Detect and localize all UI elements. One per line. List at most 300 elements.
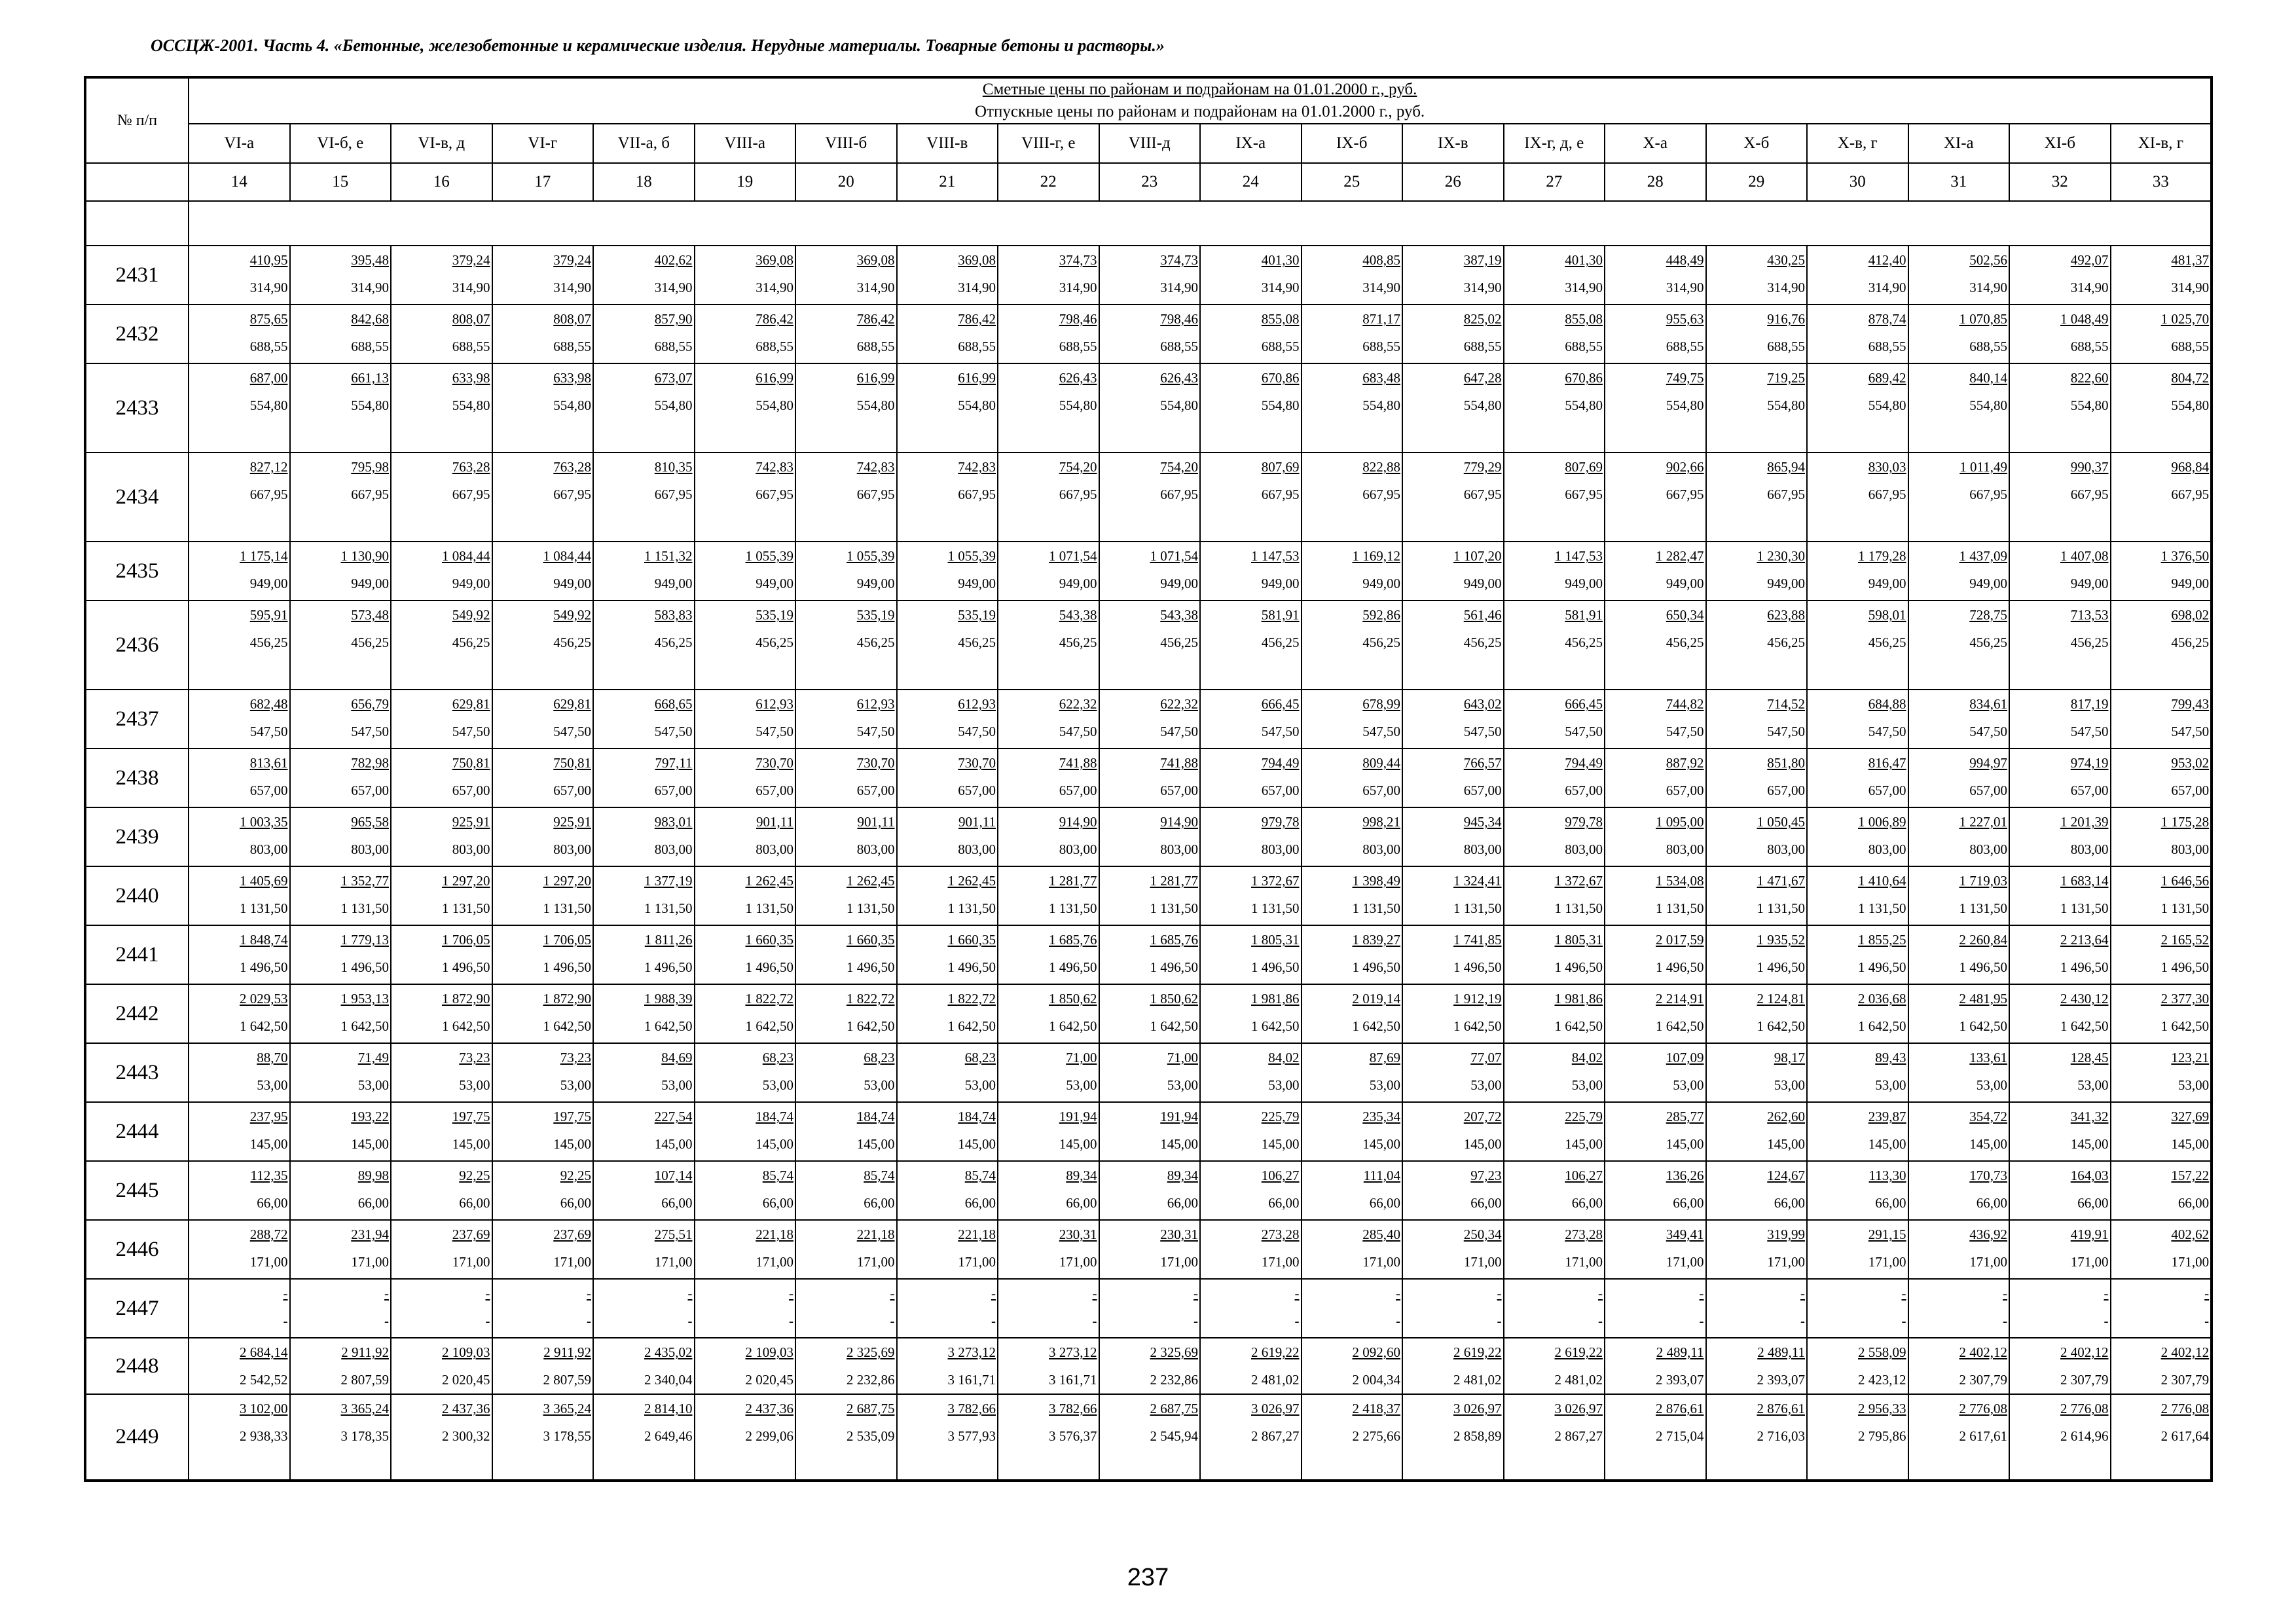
release-price: 456,25	[1868, 635, 1906, 650]
estimate-price: 1 848,74	[240, 932, 288, 948]
estimate-price: 2 165,52	[2160, 932, 2210, 948]
estimate-price: 2 109,03	[745, 1344, 793, 1360]
estimate-price: 1 981,86	[1251, 991, 1300, 1006]
estimate-price: 629,81	[553, 696, 591, 712]
release-price: 66,00	[1976, 1195, 2007, 1211]
release-price: 171,00	[1463, 1254, 1502, 1270]
estimate-price: 549,92	[553, 607, 591, 623]
release-price: 547,50	[249, 724, 288, 739]
price-cell	[897, 807, 998, 866]
district-header: VIII-д	[1099, 124, 1201, 163]
release-price: 2 481,02	[1251, 1372, 1300, 1388]
price-cell	[2009, 690, 2111, 748]
release-price: 949,00	[756, 576, 793, 591]
release-price: 1 642,50	[1656, 1018, 1704, 1034]
price-cell	[2009, 1220, 2111, 1279]
price-cell	[1605, 690, 1706, 748]
release-price: 1 131,50	[1858, 900, 1906, 916]
release-price: 2 807,59	[340, 1372, 389, 1388]
price-cell	[2111, 925, 2212, 984]
estimate-price: 354,72	[1969, 1109, 2007, 1124]
release-price: 803,00	[2171, 841, 2210, 857]
estimate-price: 1 407,08	[2060, 548, 2109, 564]
estimate-price: 670,86	[1565, 370, 1603, 386]
estimate-price: 817,19	[2070, 696, 2109, 712]
price-cell	[695, 748, 796, 807]
estimate-price: 235,34	[1362, 1109, 1400, 1124]
estimate-price: 197,75	[553, 1109, 591, 1124]
price-cell	[897, 1220, 998, 1279]
estimate-price: 633,98	[553, 370, 591, 386]
release-price: 2 307,79	[2060, 1372, 2109, 1388]
price-cell	[2009, 1279, 2111, 1338]
row-number: 2444	[85, 1102, 189, 1161]
estimate-price: 1 376,50	[2160, 548, 2210, 564]
district-header: X-б	[1706, 124, 1808, 163]
estimate-price: 1 405,69	[240, 873, 288, 889]
release-price: 2 795,86	[1858, 1428, 1906, 1444]
release-price: 657,00	[1261, 783, 1300, 798]
estimate-price: 395,48	[351, 252, 389, 268]
release-price: 314,90	[1362, 280, 1400, 295]
estimate-price: 666,45	[1261, 696, 1300, 712]
release-price: 554,80	[1969, 397, 2007, 413]
estimate-price: 3 782,66	[1049, 1401, 1097, 1416]
price-cell	[1200, 925, 1302, 984]
estimate-price: 2 489,11	[1757, 1344, 1805, 1360]
estimate-price: 1 070,85	[1959, 311, 2007, 327]
estimate-price: 1 050,45	[1757, 814, 1805, 830]
estimate-price: 1 839,27	[1352, 932, 1400, 948]
estimate-price: 97,23	[1470, 1168, 1502, 1183]
price-cell	[1099, 600, 1201, 690]
price-cell	[1099, 542, 1201, 600]
price-cell	[1099, 690, 1201, 748]
estimate-price: 543,38	[1160, 607, 1198, 623]
estimate-price: 592,86	[1362, 607, 1400, 623]
estimate-price: -	[687, 1285, 693, 1301]
price-cell	[998, 1220, 1099, 1279]
price-cell	[593, 748, 695, 807]
price-cell	[795, 1279, 897, 1338]
estimate-price: 1 981,86	[1554, 991, 1603, 1006]
estimate-price: 1 175,28	[2160, 814, 2210, 830]
release-price: 171,00	[654, 1254, 693, 1270]
price-cell	[1605, 1043, 1706, 1102]
release-price: 171,00	[1160, 1254, 1198, 1270]
estimate-price: 123,21	[2171, 1050, 2210, 1065]
district-header: VI-в, д	[391, 124, 492, 163]
price-cell	[1807, 246, 1908, 304]
price-cell	[290, 304, 392, 363]
release-price: 803,00	[351, 841, 389, 857]
estimate-price: 2 418,37	[1352, 1401, 1400, 1416]
column-number-row	[85, 163, 2212, 201]
estimate-price: 741,88	[1059, 755, 1097, 771]
estimate-price: 1 055,39	[947, 548, 996, 564]
price-cell	[695, 600, 796, 690]
release-price: 949,00	[1261, 576, 1300, 591]
estimate-price: -	[384, 1285, 389, 1301]
estimate-price: 798,46	[1059, 311, 1097, 327]
release-price: 1 642,50	[947, 1018, 996, 1034]
price-cell	[1402, 452, 1504, 542]
price-cell	[189, 304, 290, 363]
price-cell	[2111, 363, 2212, 452]
release-price: 1 131,50	[1757, 900, 1805, 916]
price-cell	[290, 600, 392, 690]
price-cell	[1402, 1161, 1504, 1220]
estimate-price: 629,81	[452, 696, 490, 712]
release-price: 803,00	[1666, 841, 1704, 857]
estimate-price: 1 410,64	[1858, 873, 1906, 889]
estimate-price: 2 430,12	[2060, 991, 2109, 1006]
estimate-price: 170,73	[1969, 1168, 2007, 1183]
estimate-price: 193,22	[351, 1109, 389, 1124]
release-price: 688,55	[1160, 339, 1198, 354]
price-cell	[290, 1394, 392, 1481]
price-cell	[795, 690, 897, 748]
release-price: 66,00	[964, 1195, 996, 1211]
release-price: 456,25	[1362, 635, 1400, 650]
price-cell	[2111, 304, 2212, 363]
estimate-price: 273,28	[1261, 1227, 1300, 1242]
release-price: 803,00	[756, 841, 793, 857]
release-price: 667,95	[452, 487, 490, 502]
estimate-price: 402,62	[2171, 1227, 2210, 1242]
price-cell	[189, 925, 290, 984]
estimate-price: 285,77	[1666, 1109, 1704, 1124]
price-cell	[1807, 807, 1908, 866]
estimate-price: 979,78	[1565, 814, 1603, 830]
release-price: 667,95	[351, 487, 389, 502]
release-price: -	[1396, 1313, 1400, 1329]
estimate-price: 851,80	[1767, 755, 1805, 771]
price-cell	[1605, 1220, 1706, 1279]
estimate-price: 809,44	[1362, 755, 1400, 771]
release-price: 2 858,89	[1453, 1428, 1502, 1444]
estimate-price: 1 179,28	[1858, 548, 1906, 564]
estimate-price: 714,52	[1767, 696, 1805, 712]
price-cell	[593, 1279, 695, 1338]
estimate-price: 1 471,67	[1757, 873, 1805, 889]
price-cell	[695, 1394, 796, 1481]
district-header: VII-а, б	[593, 124, 695, 163]
estimate-price: 1 779,13	[340, 932, 389, 948]
table-row	[85, 1043, 2212, 1102]
estimate-price: 128,45	[2070, 1050, 2109, 1065]
release-price: 314,90	[654, 280, 693, 295]
release-price: 456,25	[452, 635, 490, 650]
estimate-price: 598,01	[1868, 607, 1906, 623]
release-price: 2 938,33	[240, 1428, 288, 1444]
estimate-price: 2 437,36	[442, 1401, 490, 1416]
price-cell	[2009, 363, 2111, 452]
price-cell	[1706, 600, 1808, 690]
price-cell	[1706, 925, 1808, 984]
price-cell	[1099, 866, 1201, 925]
release-price: 456,25	[856, 635, 895, 650]
estimate-price: 1 660,35	[947, 932, 996, 948]
price-cell	[290, 1161, 392, 1220]
release-price: 688,55	[958, 339, 996, 354]
price-cell	[1504, 304, 1605, 363]
table-row	[85, 1220, 2212, 1279]
price-cell	[1504, 925, 1605, 984]
estimate-price: 754,20	[1160, 459, 1198, 475]
release-price: -	[485, 1313, 490, 1329]
release-price: 171,00	[249, 1254, 288, 1270]
release-price: 667,95	[1059, 487, 1097, 502]
price-cell	[290, 690, 392, 748]
estimate-price: 719,25	[1767, 370, 1805, 386]
row-number: 2431	[85, 246, 189, 304]
price-cell	[189, 807, 290, 866]
estimate-price: 1 084,44	[442, 548, 490, 564]
price-cell	[593, 452, 695, 542]
estimate-price: 401,30	[1565, 252, 1603, 268]
price-cell	[695, 246, 796, 304]
price-cell	[2009, 807, 2111, 866]
price-cell	[1099, 1279, 1201, 1338]
row-number: 2441	[85, 925, 189, 984]
price-cell	[593, 690, 695, 748]
price-cell	[2111, 984, 2212, 1043]
price-cell	[998, 748, 1099, 807]
price-cell	[795, 866, 897, 925]
estimate-price: 1 850,62	[1150, 991, 1198, 1006]
price-cell	[1807, 452, 1908, 542]
estimate-price: 840,14	[1969, 370, 2007, 386]
table-row	[85, 807, 2212, 866]
price-cell	[1807, 1043, 1908, 1102]
release-price: -	[890, 1313, 895, 1329]
estimate-price: 728,75	[1969, 607, 2007, 623]
table-row	[85, 1394, 2212, 1481]
price-cell	[795, 246, 897, 304]
price-cell	[189, 690, 290, 748]
release-price: 2 340,04	[644, 1372, 693, 1388]
estimate-price: 2 481,95	[1959, 991, 2007, 1006]
release-price: -	[1294, 1313, 1300, 1329]
release-price: 314,90	[1868, 280, 1906, 295]
estimate-price: 742,83	[958, 459, 996, 475]
estimate-price: 184,74	[756, 1109, 793, 1124]
estimate-price: 1 151,32	[644, 548, 693, 564]
district-header: X-в, г	[1807, 124, 1908, 163]
release-price: 1 131,50	[1959, 900, 2007, 916]
price-cell	[695, 984, 796, 1043]
estimate-price: 3 273,12	[1049, 1344, 1097, 1360]
release-price: 171,00	[1059, 1254, 1097, 1270]
table-row	[85, 452, 2212, 542]
release-price: 1 642,50	[847, 1018, 895, 1034]
estimate-price: 742,83	[756, 459, 793, 475]
estimate-price: 561,46	[1463, 607, 1502, 623]
estimate-price: 237,69	[452, 1227, 490, 1242]
price-cell	[1908, 1220, 2010, 1279]
district-header: VI-г	[492, 124, 594, 163]
release-price: 314,90	[958, 280, 996, 295]
release-price: 1 131,50	[543, 900, 591, 916]
release-price: 1 131,50	[644, 900, 693, 916]
price-cell	[1200, 807, 1302, 866]
column-number: 14	[189, 163, 290, 201]
release-price: 1 642,50	[1858, 1018, 1906, 1034]
release-price: 314,90	[2070, 280, 2109, 295]
price-cell	[2111, 1161, 2212, 1220]
release-price: -	[2204, 1313, 2210, 1329]
price-cell	[1706, 1394, 1808, 1481]
release-price: 456,25	[958, 635, 996, 650]
price-cell	[1200, 1043, 1302, 1102]
estimate-price: 763,28	[452, 459, 490, 475]
price-cell	[492, 1043, 594, 1102]
price-cell	[998, 984, 1099, 1043]
estimate-price: 1 169,12	[1352, 548, 1400, 564]
price-cell	[1099, 1043, 1201, 1102]
price-cell	[1504, 1394, 1605, 1481]
estimate-price: 1 822,72	[745, 991, 793, 1006]
release-price: 2 423,12	[1858, 1372, 1906, 1388]
price-cell	[492, 866, 594, 925]
price-cell	[1908, 542, 2010, 600]
release-price: 171,00	[1666, 1254, 1704, 1270]
release-price: 171,00	[1969, 1254, 2007, 1270]
estimate-price: 85,74	[964, 1168, 996, 1183]
estimate-price: 623,88	[1767, 607, 1805, 623]
price-cell	[1807, 1102, 1908, 1161]
price-cell	[695, 925, 796, 984]
estimate-price: 656,79	[351, 696, 389, 712]
release-price: 2 481,02	[1453, 1372, 1502, 1388]
estimate-price: 925,91	[553, 814, 591, 830]
row-number: 2437	[85, 690, 189, 748]
price-cell	[998, 866, 1099, 925]
price-cell	[492, 600, 594, 690]
estimate-price: 1 107,20	[1453, 548, 1502, 564]
release-price: 66,00	[1673, 1195, 1704, 1211]
column-number: 18	[593, 163, 695, 201]
estimate-price: 71,00	[1066, 1050, 1097, 1065]
release-price: 803,00	[452, 841, 490, 857]
column-number: 24	[1200, 163, 1302, 201]
estimate-price: 402,62	[654, 252, 693, 268]
estimate-price: 369,08	[756, 252, 793, 268]
estimate-price: 1 055,39	[745, 548, 793, 564]
release-price: 53,00	[864, 1077, 895, 1093]
price-cell	[593, 1338, 695, 1394]
release-price: 1 496,50	[644, 959, 693, 975]
release-price: 1 496,50	[1453, 959, 1502, 975]
estimate-price: 825,02	[1463, 311, 1502, 327]
release-price: 66,00	[1167, 1195, 1198, 1211]
price-cell	[1605, 1338, 1706, 1394]
release-price: 657,00	[756, 783, 793, 798]
release-price: 66,00	[1268, 1195, 1300, 1211]
estimate-price: 369,08	[958, 252, 996, 268]
price-cell	[795, 452, 897, 542]
price-cell	[2009, 1161, 2111, 1220]
estimate-price: 3 782,66	[947, 1401, 996, 1416]
price-cell	[998, 925, 1099, 984]
release-price: 314,90	[553, 280, 591, 295]
estimate-price: 968,84	[2171, 459, 2210, 475]
price-cell	[1908, 304, 2010, 363]
release-price: 554,80	[756, 397, 793, 413]
estimate-price: 549,92	[452, 607, 490, 623]
price-cell	[492, 246, 594, 304]
estimate-price: -	[1092, 1285, 1097, 1301]
estimate-price: 112,35	[250, 1168, 288, 1183]
price-cell	[1200, 1102, 1302, 1161]
release-price: 53,00	[1571, 1077, 1603, 1093]
price-cell	[1706, 1102, 1808, 1161]
release-price: 547,50	[756, 724, 793, 739]
release-price: 688,55	[553, 339, 591, 354]
price-cell	[1402, 246, 1504, 304]
release-price: 145,00	[856, 1136, 895, 1152]
release-price: 53,00	[762, 1077, 793, 1093]
price-cell	[290, 1102, 392, 1161]
release-price: 657,00	[351, 783, 389, 798]
price-cell	[593, 1043, 695, 1102]
price-cell	[1302, 600, 1403, 690]
estimate-price: 107,09	[1666, 1050, 1704, 1065]
release-price: 456,25	[249, 635, 288, 650]
column-number: 33	[2111, 163, 2212, 201]
estimate-price: -	[1901, 1285, 1906, 1301]
estimate-price: 285,40	[1362, 1227, 1400, 1242]
estimate-price: 1 372,67	[1251, 873, 1300, 889]
release-price: 1 642,50	[745, 1018, 793, 1034]
estimate-price: 622,32	[1059, 696, 1097, 712]
estimate-price: 448,49	[1666, 252, 1704, 268]
price-cell	[1402, 984, 1504, 1043]
release-price: 554,80	[654, 397, 693, 413]
release-price: 688,55	[1969, 339, 2007, 354]
release-price: 949,00	[452, 576, 490, 591]
price-cell	[998, 690, 1099, 748]
column-number: 15	[290, 163, 392, 201]
price-cell	[1605, 1394, 1706, 1481]
release-price: 1 131,50	[442, 900, 490, 916]
estimate-price: 1 297,20	[543, 873, 591, 889]
release-price: 547,50	[553, 724, 591, 739]
release-price: 1 131,50	[947, 900, 996, 916]
release-price: 667,95	[958, 487, 996, 502]
release-price: 171,00	[2171, 1254, 2210, 1270]
estimate-price: 855,08	[1261, 311, 1300, 327]
release-price: 1 642,50	[644, 1018, 693, 1034]
release-price: 667,95	[654, 487, 693, 502]
release-price: 657,00	[1666, 783, 1704, 798]
release-price: 53,00	[1167, 1077, 1198, 1093]
price-cell	[897, 542, 998, 600]
price-cell	[1908, 1279, 2010, 1338]
price-cell	[492, 1338, 594, 1394]
estimate-price: 1 719,03	[1959, 873, 2007, 889]
estimate-price: 682,48	[249, 696, 288, 712]
price-cell	[1504, 690, 1605, 748]
price-cell	[795, 304, 897, 363]
release-price: 554,80	[1666, 397, 1704, 413]
release-price: 53,00	[1066, 1077, 1097, 1093]
estimate-price: 1 071,54	[1049, 548, 1097, 564]
price-cell	[1605, 925, 1706, 984]
estimate-price: 875,65	[249, 311, 288, 327]
price-cell	[391, 1043, 492, 1102]
